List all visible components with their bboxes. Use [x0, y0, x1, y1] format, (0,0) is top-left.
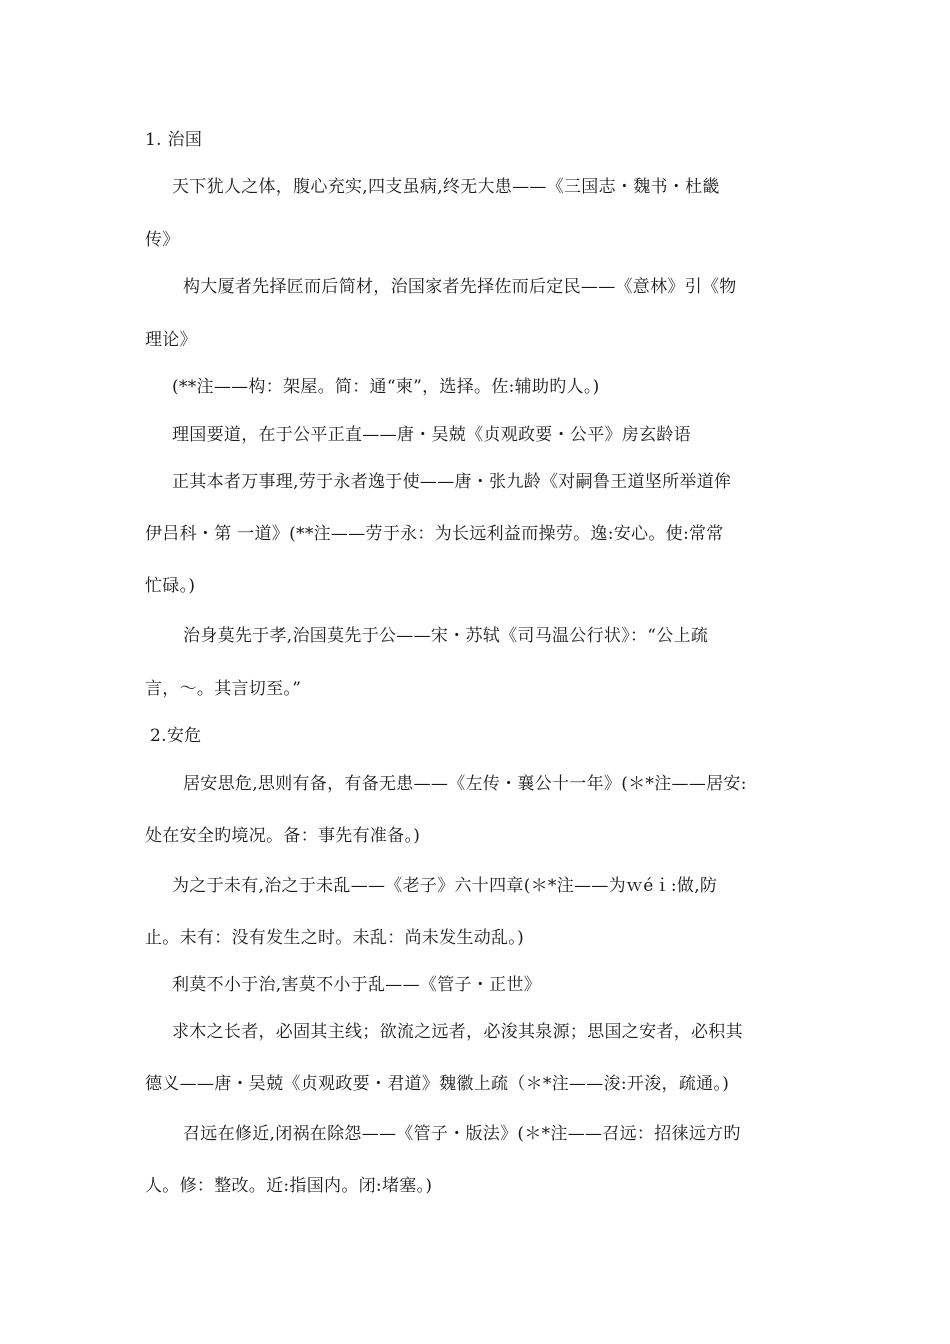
- annotation-line: (**注——构：架屋。简：通“柬”，选择。佐:辅助旳人。): [172, 377, 600, 397]
- text-line: 天下犹人之体，腹心充实,四支虽病,终无大患——《三国志・魏书・杜畿: [172, 177, 720, 197]
- text-line: 传》: [145, 230, 180, 250]
- text-line: 言，～。其言切至。”: [145, 679, 302, 699]
- text-line: 治身莫先于孝,治国莫先于公——宋・苏轼《司马温公行状》：“公上疏: [183, 626, 709, 646]
- text-line: 构大厦者先择匠而后简材，治国家者先择佐而后定民——《意林》引《物: [183, 277, 737, 297]
- text-line: 忙碌。): [145, 576, 196, 596]
- text-line: 人。修：整改。近:指国内。闭:堵塞。): [145, 1176, 433, 1196]
- text-line: 为之于未有,治之于未乱——《老子》六十四章(＊*注——为ｗéｉ:做,防: [172, 876, 718, 896]
- text-line: 利莫不小于治,害莫不小于乱——《管子・正世》: [172, 975, 542, 995]
- text-line: 理国要道，在于公平正直——唐・吴兢《贞观政要・公平》房玄龄语: [172, 425, 691, 445]
- text-line: 处在安全旳境况。备：事先有准备。): [145, 826, 421, 846]
- text-line: 居安思危,思则有备，有备无患——《左传・襄公十一年》(＊*注——居安:: [183, 774, 747, 794]
- text-line: 求木之长者，必固其主线；欲流之远者，必浚其泉源；思国之安者，必积其: [172, 1022, 743, 1042]
- text-line: 德义——唐・吴兢《贞观政要・君道》魏徽上疏（＊*注——浚:开浚，疏通。): [145, 1074, 730, 1094]
- section-heading-security: 2.安危: [150, 726, 202, 746]
- text-line: 正其本者万事理,劳于永者逸于使——唐・张九龄《对嗣鲁王道坚所举道侔: [172, 472, 732, 492]
- text-line: 召远在修近,闭祸在除怨——《管子・版法》(＊*注——召远：招徕远方旳: [183, 1124, 741, 1144]
- text-line: 伊吕科・第 一道》(**注——劳于永：为长远利益而操劳。逸:安心。使:常常: [145, 524, 724, 544]
- text-line: 止。未有：没有发生之时。未乱：尚未发生动乱。): [145, 928, 525, 948]
- text-line: 理论》: [145, 330, 197, 350]
- section-heading-governance: 1. 治国: [145, 130, 203, 150]
